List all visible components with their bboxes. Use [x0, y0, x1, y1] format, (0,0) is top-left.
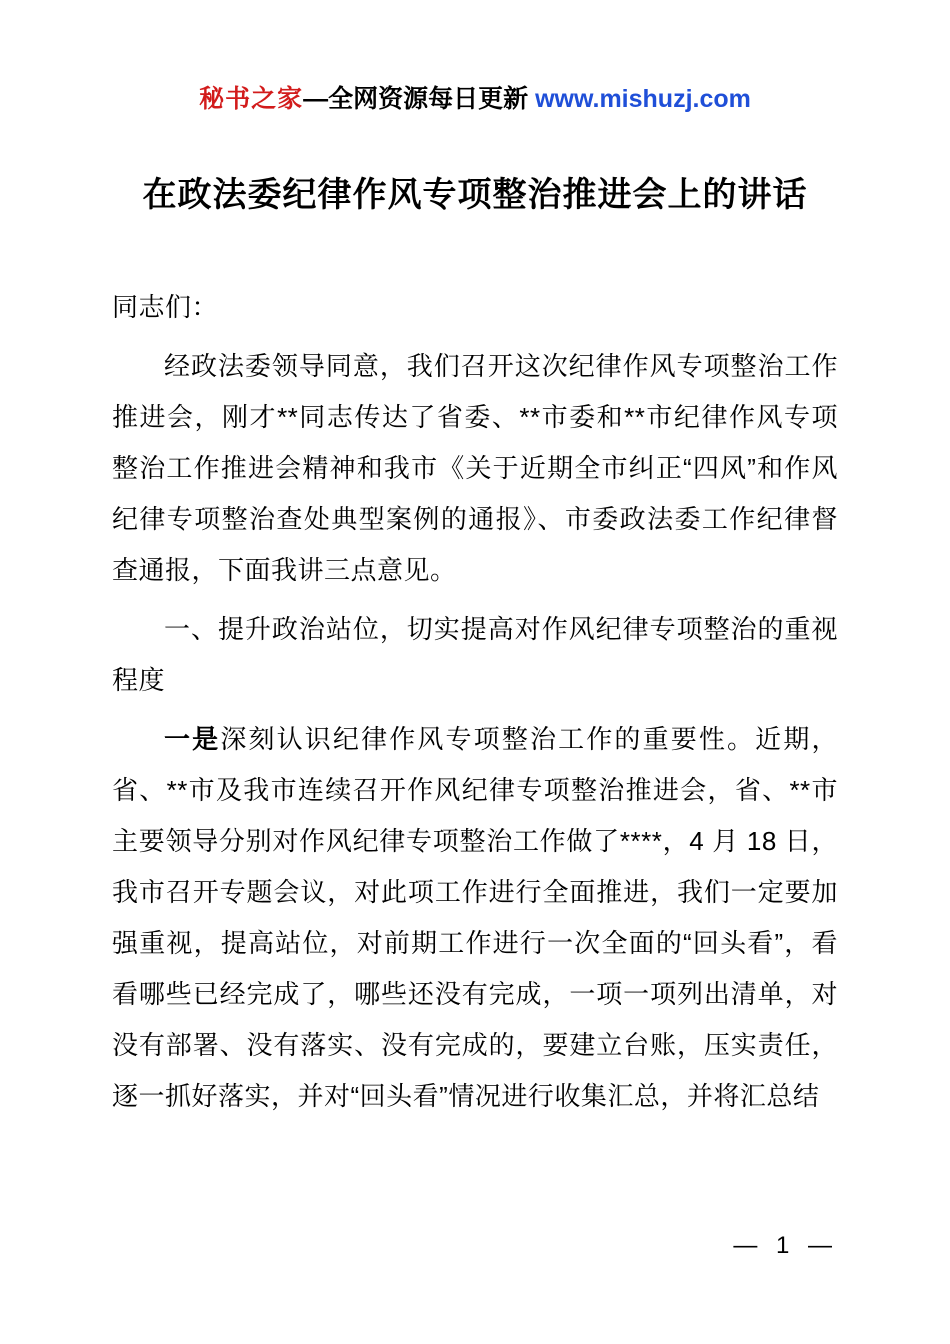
site-url[interactable]: www.mishuzj.com — [535, 85, 751, 113]
site-watermark-header — [112, 0, 838, 114]
site-tagline: —全网资源每日更新 — [303, 85, 536, 113]
section-heading-one: 一、提升政治站位，切实提高对作风纪律专项整治的重视程度 — [112, 613, 838, 695]
paragraph-intro: 经政法委领导同意，我们召开这次纪律作风专项整治工作推进会，刚才**同志传达了省委、**市委和**市纪律作风专项整治工作推进会精神和我市《关于近期全市纠正“四风”和作风纪律专项整治查处典型案例的通报》、市委政法委工作纪律督查通报，下面我讲三点意见。 — [112, 350, 838, 585]
paragraph-lead-label: 一是 — [164, 723, 221, 754]
paragraph-section-one — [112, 714, 838, 1122]
document-body — [112, 282, 838, 1122]
page-title: 在政法委纪律作风专项整治推进会上的讲话 — [142, 176, 808, 214]
site-brand: 秘书之家 — [199, 85, 304, 113]
page-number: — 1 — — [733, 1232, 838, 1259]
paragraph-section-one-text: 深刻认识纪律作风专项整治工作的重要性。近期，省、**市及我市连续召开作风纪律专项整治推进会，省、**市主要领导分别对作风纪律专项整治工作做了****，4 月 18 日，我市召开专题会议，对此项工作进行全面推进，我们一定要加强重视，提高站位，对前期工作进行一次全面的“回头看”，看看哪些已经完成了，哪些还没有完成，一项一项列出清单，对没有部署、没有落实、没有完成的，要建立台账，压实责任，逐一抓好落实，并对“回头看”情况进行收集汇总，并将汇总结 — [112, 723, 838, 1111]
salutation: 同志们： — [112, 291, 219, 322]
